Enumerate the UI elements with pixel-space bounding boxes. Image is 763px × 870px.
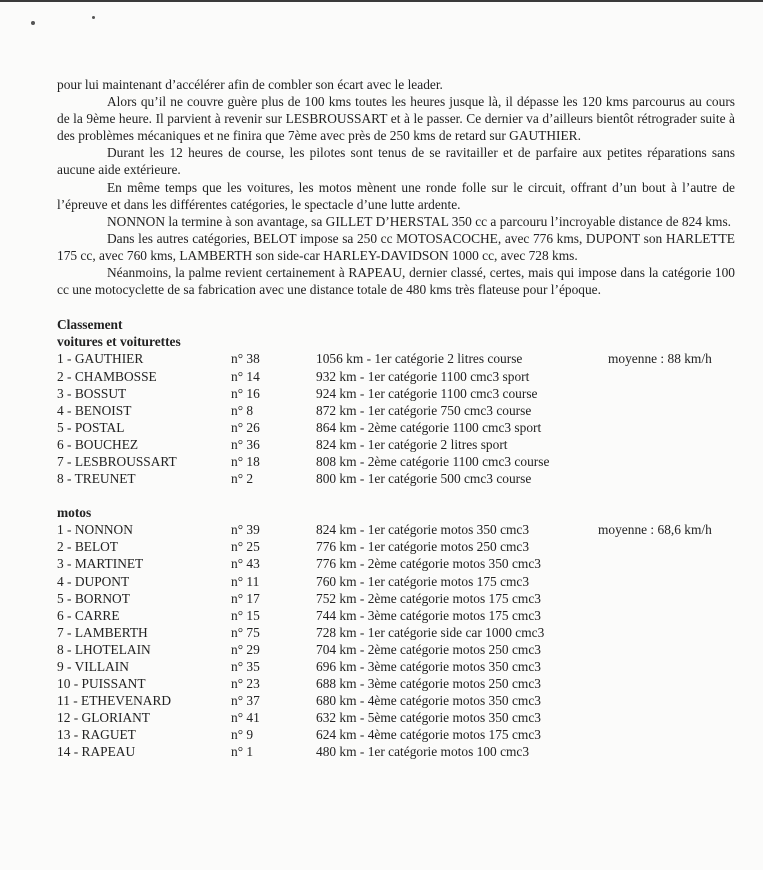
result-row [57, 726, 735, 743]
result-row [57, 555, 735, 572]
race-number: n° 23 [231, 676, 260, 692]
result-row [57, 453, 735, 470]
distance-category: 728 km - 1er catégorie side car 1000 cmc3 [316, 624, 545, 640]
result-row [57, 675, 735, 692]
driver-name: 6 - CARRE [57, 607, 120, 623]
distance-category: 932 km - 1er catégorie 1100 cmc3 sport [316, 368, 530, 384]
result-row [57, 658, 735, 675]
scan-speck [92, 16, 95, 19]
result-row [57, 350, 735, 367]
distance-category: 696 km - 3ème catégorie motos 350 cmc3 [316, 659, 541, 674]
driver-name: 4 - BENOIST [57, 402, 132, 418]
driver-name: 8 - LHOTELAIN [57, 641, 151, 657]
race-number: n° 2 [231, 471, 254, 487]
driver-name: 1 - GAUTHIER [57, 351, 144, 367]
scan-speck [31, 21, 35, 25]
distance-category: 688 km - 3ème catégorie motos 250 cmc3 [316, 676, 541, 692]
result-row [57, 709, 735, 726]
distance-category: 632 km - 5ème catégorie motos 350 cmc3 [316, 710, 541, 726]
paragraph: Alors qu’il ne couvre guère plus de 100 kms toutes les heures jusque là, il dépasse les 120 kms parcourus au cours de la 9ème heure. Il parvient à revenir sur LESBROUSSART et à le passer. Ce dernier va d’ailleurs bientôt rétrograder suite à des problèmes mécaniques et ne finira que 7ème avec près de 250 kms de retard sur GAUTHIER. [57, 94, 735, 144]
driver-name: 14 - RAPEAU [57, 744, 136, 760]
average-speed: moyenne : 68,6 km/h [598, 522, 712, 538]
race-number: n° 17 [231, 590, 260, 606]
driver-name: 10 - PUISSANT [57, 676, 146, 692]
distance-category: 808 km - 2ème catégorie 1100 cmc3 course [316, 453, 550, 469]
distance-category: 752 km - 2ème catégorie motos 175 cmc3 [316, 590, 541, 606]
paragraph: NONNON la termine à son avantage, sa GILLET D’HERSTAL 350 cc a parcouru l’incroyable distance de 824 kms. [107, 213, 732, 229]
driver-name: 3 - BOSSUT [57, 385, 127, 401]
result-row [57, 470, 735, 487]
result-row [57, 385, 735, 402]
cars-results-table [57, 350, 735, 487]
race-number: n° 38 [231, 351, 260, 367]
race-number: n° 18 [231, 453, 260, 469]
classement-section [57, 316, 735, 760]
distance-category: 760 km - 1er catégorie motos 175 cmc3 [316, 573, 530, 589]
body-text [57, 76, 735, 298]
driver-name: 8 - TREUNET [57, 471, 136, 487]
result-row [57, 590, 735, 607]
result-row [57, 641, 735, 658]
result-row [57, 402, 735, 419]
paragraph: Durant les 12 heures de course, les pilotes sont tenus de se ravitailler et de parfaire aux petites réparations sans aucune aide extérieure. [57, 145, 735, 178]
distance-category: 680 km - 4ème catégorie motos 350 cmc3 [316, 693, 541, 709]
race-number: n° 75 [231, 624, 260, 640]
result-row [57, 743, 735, 760]
driver-name: 5 - BORNOT [57, 590, 130, 606]
result-row [57, 538, 735, 555]
race-number: n° 15 [231, 607, 260, 623]
result-row [57, 521, 735, 538]
driver-name: 7 - LESBROUSSART [57, 453, 177, 469]
driver-name: 13 - RAGUET [57, 727, 136, 743]
distance-category: 864 km - 2ème catégorie 1100 cmc3 sport [316, 419, 542, 435]
distance-category: 776 km - 2ème catégorie motos 350 cmc3 [316, 556, 541, 572]
classement-title: Classement [57, 317, 123, 333]
driver-name: 4 - DUPONT [57, 573, 130, 589]
result-row [57, 436, 735, 453]
race-number: n° 14 [231, 368, 260, 384]
distance-category: 624 km - 4ème catégorie motos 175 cmc3 [316, 727, 541, 743]
result-row [57, 419, 735, 436]
result-row [57, 607, 735, 624]
race-number: n° 35 [231, 659, 260, 674]
paragraph: Néanmoins, la palme revient certainement à RAPEAU, dernier classé, certes, mais qui impose dans la catégorie 100 cc une motocyclette de sa fabrication avec une distance totale de 480 kms très flateuse pour l’époque. [57, 265, 735, 298]
distance-category: 704 km - 2ème catégorie motos 250 cmc3 [316, 641, 541, 657]
race-number: n° 29 [231, 641, 260, 657]
distance-category: 1056 km - 1er catégorie 2 litres course [316, 351, 523, 367]
result-row [57, 624, 735, 641]
race-number: n° 26 [231, 419, 260, 435]
race-number: n° 39 [231, 522, 260, 538]
cars-heading: voitures et voiturettes [57, 334, 181, 350]
driver-name: 9 - VILLAIN [57, 659, 129, 674]
driver-name: 6 - BOUCHEZ [57, 436, 139, 452]
race-number: n° 25 [231, 539, 260, 555]
motos-heading: motos [57, 505, 92, 521]
distance-category: 480 km - 1er catégorie motos 100 cmc3 [316, 744, 530, 760]
paragraph: pour lui maintenant d’accélérer afin de combler son écart avec le leader. [57, 77, 443, 92]
distance-category: 800 km - 1er catégorie 500 cmc3 course [316, 471, 532, 487]
driver-name: 3 - MARTINET [57, 556, 144, 572]
driver-name: 12 - GLORIANT [57, 710, 150, 726]
distance-category: 924 km - 1er catégorie 1100 cmc3 course [316, 385, 538, 401]
result-row [57, 692, 735, 709]
race-number: n° 16 [231, 385, 260, 401]
distance-category: 776 km - 1er catégorie motos 250 cmc3 [316, 539, 530, 555]
race-number: n° 36 [231, 436, 260, 452]
driver-name: 5 - POSTAL [57, 419, 125, 435]
race-number: n° 1 [231, 744, 254, 760]
driver-name: 2 - BELOT [57, 539, 118, 555]
distance-category: 872 km - 1er catégorie 750 cmc3 course [316, 402, 532, 418]
paragraph: En même temps que les voitures, les motos mènent une ronde folle sur le circuit, offrant d’un bout à l’autre de l’épreuve et dans les différentes catégories, le spectacle d’une lutte ardente. [57, 179, 735, 212]
distance-category: 824 km - 1er catégorie motos 350 cmc3 [316, 522, 530, 538]
driver-name: 2 - CHAMBOSSE [57, 368, 157, 384]
document-page [57, 76, 735, 761]
race-number: n° 43 [231, 556, 260, 572]
race-number: n° 37 [231, 693, 260, 709]
race-number: n° 8 [231, 402, 254, 418]
motos-results-table [57, 521, 735, 760]
average-speed: moyenne : 88 km/h [608, 351, 712, 367]
top-rule [0, 0, 763, 2]
paragraph: Dans les autres catégories, BELOT impose sa 250 cc MOTOSACOCHE, avec 776 kms, DUPONT son HARLETTE 175 cc, avec 760 kms, LAMBERTH son side-car HARLEY-DAVIDSON 1000 cc, avec 728 kms. [57, 230, 735, 263]
result-row [57, 368, 735, 385]
result-row [57, 573, 735, 590]
distance-category: 744 km - 3ème catégorie motos 175 cmc3 [316, 607, 541, 623]
driver-name: 1 - NONNON [57, 522, 133, 538]
distance-category: 824 km - 1er catégorie 2 litres sport [316, 436, 508, 452]
race-number: n° 11 [231, 573, 260, 589]
race-number: n° 9 [231, 727, 254, 743]
driver-name: 7 - LAMBERTH [57, 624, 148, 640]
driver-name: 11 - ETHEVENARD [57, 693, 172, 709]
race-number: n° 41 [231, 710, 260, 726]
